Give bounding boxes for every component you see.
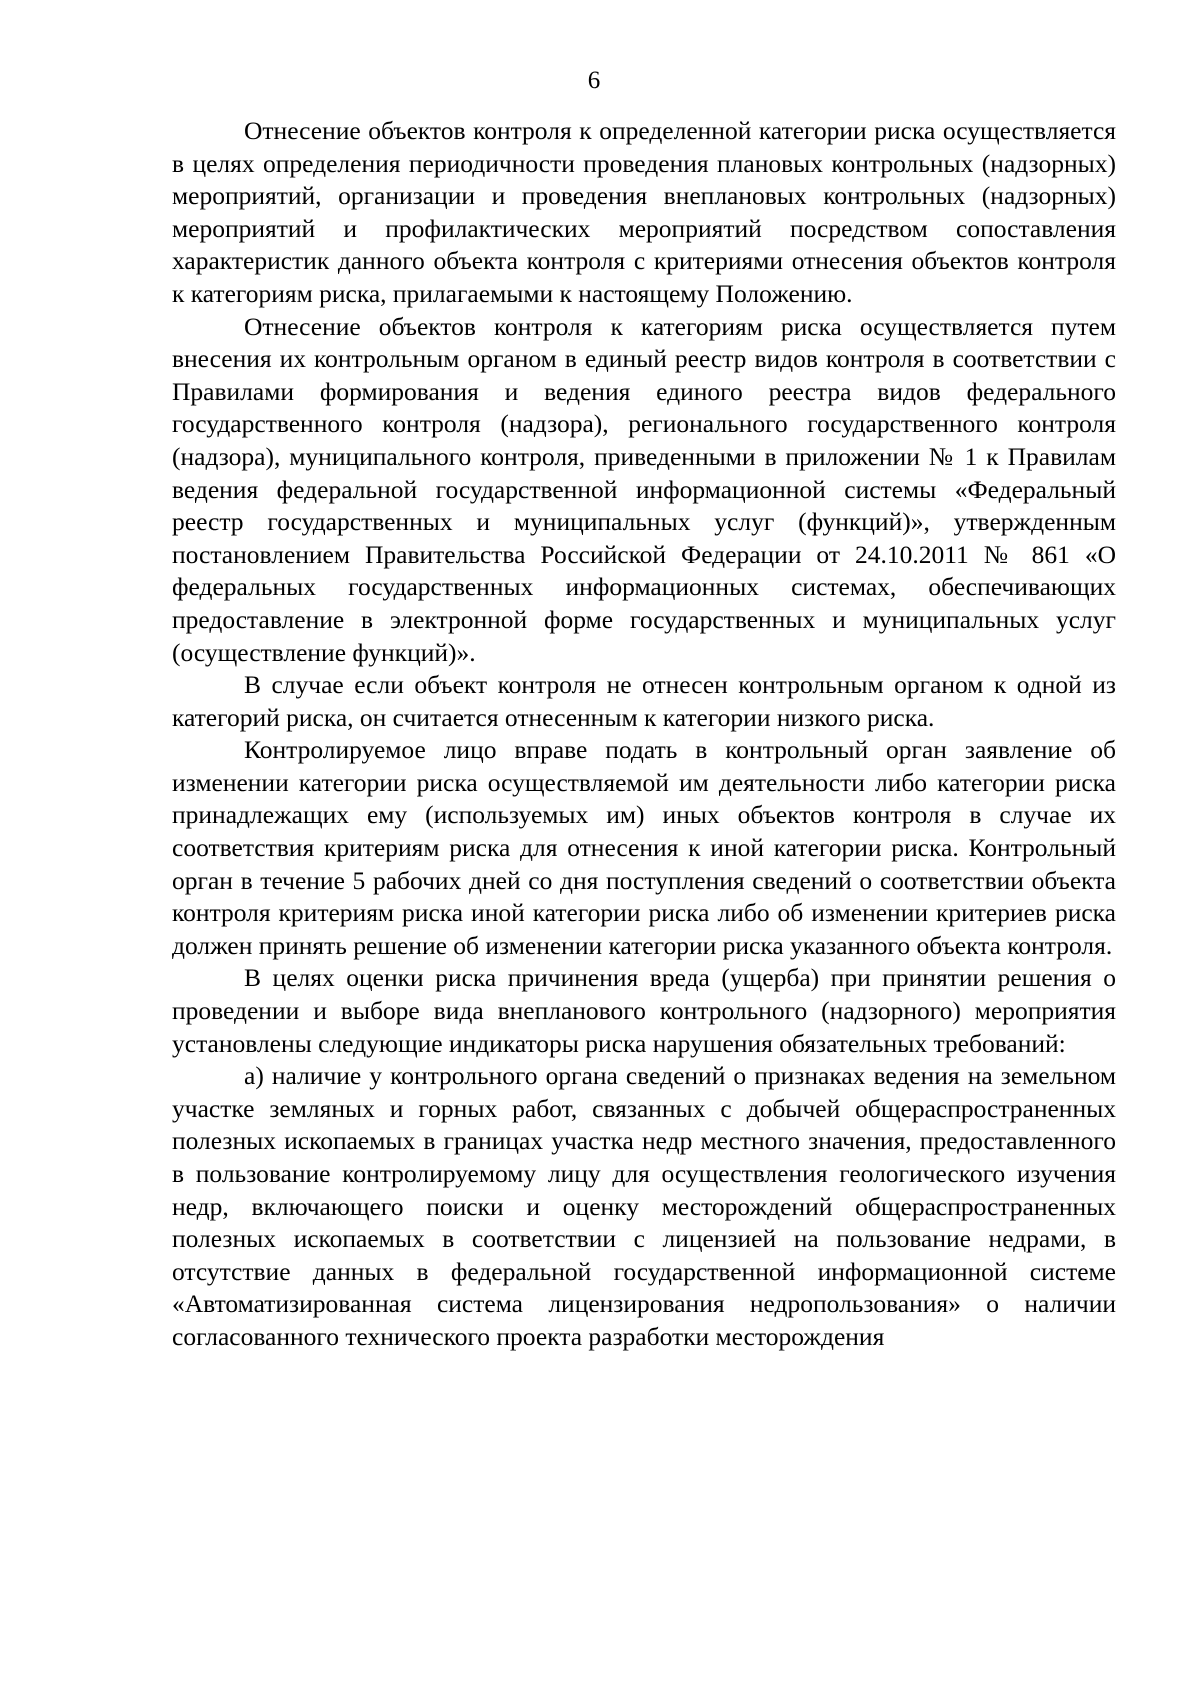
paragraph-low-risk-default: В случае если объект контроля не отнесен контрольным органом к одной из категорий риска, он считается отнесенным к категории низкого риска. xyxy=(172,670,1116,732)
paragraph-indicator-a: а) наличие у контрольного органа сведений о признаках ведения на земельном участке земляных и горных работ, связанных с добычей общераспространенных полезных ископаемых в границах участка недр местного значения, предоставленного в пользование контролируемому лицу для осуществления геологического изучения недр, включающего поиски и оценку месторождений общераспространенных полезных ископаемых в соответствии с лицензией на пользование недрами, в отсутствие данных в федеральной государственной информационной системе «Автоматизированная система лицензирования недропользования» о наличии согласованного технического проекта разработки месторождения xyxy=(172,1061,1116,1351)
paragraph-risk-category-registry: Отнесение объектов контроля к категориям риска осуществляется путем внесения их контрольным органом в единый реестр видов контроля в соответствии с Правилами формирования и ведения единого реестра видов федерального государственного контроля (надзора), регионального государственного контроля (надзора), муниципального контроля, приведенными в приложении № 1 к Правилам ведения федеральной государственной информационной системы «Федеральный реестр государственных и муниципальных услуг (функций)», утвержденным постановлением Правительства Российской Федерации от 24.10.2011 № 861 «О федеральных государственных информационных системах, обеспечивающих предоставление в электронной форме государственных и муниципальных услуг (осуществление функций)». xyxy=(172,311,1116,667)
paragraph-risk-indicators-intro: В целях оценки риска причинения вреда (ущерба) при принятии решения о проведении и выборе вида внепланового контрольного (надзорного) мероприятия установлены следующие индикаторы риска нарушения обязательных требований: xyxy=(172,963,1116,1058)
paragraph-category-change-request: Контролируемое лицо вправе подать в контрольный орган заявление об изменении категории риска осуществляемой им деятельности либо категории риска принадлежащих ему (используемых им) иных объектов контроля в случае их соответствия критериям риска для отнесения к иной категории риска. Контрольный орган в течение 5 рабочих дней со дня поступления сведений о соответствии объекта контроля критериям риска иной категории риска либо об изменении критериев риска должен принять решение об изменении категории риска указанного объекта контроля. xyxy=(172,735,1116,960)
paragraph-risk-category-purpose: Отнесение объектов контроля к определенной категории риска осуществляется в целях определения периодичности проведения плановых контрольных (надзорных) мероприятий, организации и проведения внеплановых контрольных (надзорных) мероприятий и профилактических мероприятий посредством сопоставления характеристик данного объекта контроля с критериями отнесения объектов контроля к категориям риска, прилагаемыми к настоящему Положению. xyxy=(172,116,1116,308)
document-body xyxy=(172,115,1116,1354)
page-number: 6 xyxy=(587,67,601,94)
